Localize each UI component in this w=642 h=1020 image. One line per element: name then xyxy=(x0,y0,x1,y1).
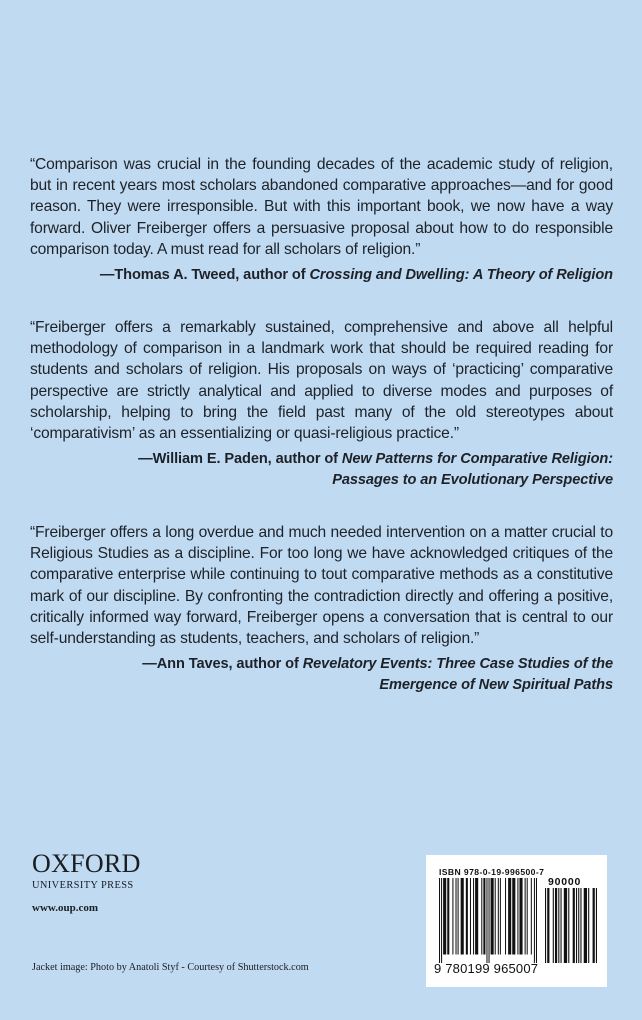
addon-bar xyxy=(560,888,561,963)
ean-digits: 9 780199 965007 xyxy=(434,961,539,976)
ean13-bar xyxy=(458,878,459,955)
attribution-work-title: Crossing and Dwelling: A Theory of Religion xyxy=(309,267,613,284)
attribution-work-title: New Patterns for Comparative Religion: xyxy=(341,451,613,468)
ean13-bar xyxy=(527,878,528,955)
ean13-bar xyxy=(489,878,490,963)
addon-bar xyxy=(584,888,587,963)
publisher-name: OXFORD xyxy=(32,849,141,878)
ean13-bar xyxy=(475,878,478,955)
ean13-bar xyxy=(536,878,537,963)
ean13-bar xyxy=(508,878,511,955)
ean13-bar xyxy=(525,878,526,955)
ean13-bar xyxy=(512,878,515,955)
addon-bar xyxy=(547,888,549,963)
ean13-bar xyxy=(441,878,442,963)
publisher-subtitle: UNIVERSITY PRESS xyxy=(32,880,134,891)
ean13-bar xyxy=(470,878,471,955)
ean13-bar xyxy=(483,878,485,955)
attribution-author: —William E. Paden, author of xyxy=(138,451,342,468)
endorsement-attribution xyxy=(30,654,613,696)
publisher-logo xyxy=(32,851,162,892)
ean13-bar xyxy=(443,878,446,955)
attribution-author: —Thomas A. Tweed, author of xyxy=(99,267,310,284)
ean13-bar xyxy=(491,878,494,955)
endorsement-tweed xyxy=(30,154,613,286)
addon-bar xyxy=(555,888,557,963)
ean13-bar xyxy=(519,878,522,955)
addon-bar xyxy=(568,888,569,963)
ean13-bar xyxy=(473,878,474,955)
attribution-work-title: Revelatory Events: Three Case Studies of the xyxy=(302,656,613,673)
ean13-bar xyxy=(456,878,457,955)
addon-bar xyxy=(545,888,546,963)
addon-bar xyxy=(588,888,589,963)
addon-bar xyxy=(558,888,559,963)
attribution-author: —Ann Taves, author of xyxy=(142,656,303,673)
publisher-website: www.oup.com xyxy=(32,902,99,914)
addon-bar xyxy=(578,888,579,963)
endorsement-attribution xyxy=(30,265,613,286)
ean13-bar xyxy=(505,878,506,955)
endorsement-attribution xyxy=(30,449,613,491)
endorsement-taves xyxy=(30,522,613,697)
addon-bar xyxy=(580,888,581,963)
price-addon-code: 90000 xyxy=(548,876,582,888)
ean13-barcode xyxy=(439,878,537,963)
ean13-bar xyxy=(498,878,499,955)
addon-bar xyxy=(573,888,575,963)
ean13-bar xyxy=(439,878,440,963)
ean13-bar xyxy=(486,878,487,963)
endorsement-quote: “Freiberger offers a long overdue and much needed intervention on a matter crucial to Religious Studies as a discipline. For too long we have acknowledged critiques of the comparative enterprise while continuing to tout comparative methods as a constitutive mark of our discipline. By confronting the contradiction directly and offering a positive, critically informed way forward, Freiberger opens a conversation that is central to our self-understanding as students, teachers, and scholars of religion.” xyxy=(30,524,613,648)
ean13-bar xyxy=(481,878,482,955)
addon-bar xyxy=(596,888,597,963)
endorsement-paden xyxy=(30,317,613,492)
addon-bar xyxy=(564,888,567,963)
ean13-bar xyxy=(461,878,464,955)
endorsement-quote: “Freiberger offers a remarkably sustained, comprehensive and above all helpful methodology of comparison in a landmark work that should be required reading for students and scholars of religion. His proposals on ways of ‘practicing’ comparative perspective are strictly analytical and applied to diverse modes and purposes of scholarship, helping to bring the field past many of the old stereotypes about ‘comparativism’ as an essentializing or quasi-religious practice.” xyxy=(30,319,613,443)
addon-bar xyxy=(553,888,554,963)
isbn-barcode-panel xyxy=(426,855,607,987)
ean13-bar xyxy=(500,878,501,955)
addon-bar xyxy=(593,888,595,963)
addon-barcode xyxy=(545,888,597,963)
addon-bar xyxy=(576,888,577,963)
ean13-bar xyxy=(534,878,535,963)
attribution-work-subtitle: Passages to an Evolutionary Perspective xyxy=(332,472,613,489)
ean13-bar xyxy=(531,878,532,955)
attribution-work-subtitle: Emergence of New Spiritual Paths xyxy=(379,677,613,694)
ean13-bar xyxy=(452,878,453,955)
isbn-label: ISBN 978-0-19-996500-7 xyxy=(439,867,545,877)
ean13-bar xyxy=(466,878,468,955)
ean13-bar xyxy=(447,878,449,955)
ean13-bar xyxy=(495,878,496,955)
ean13-bar xyxy=(517,878,518,955)
jacket-image-credit: Jacket image: Photo by Anatoli Styf - Courtesy of Shutterstock.com xyxy=(32,962,309,973)
endorsement-quote: “Comparison was crucial in the founding decades of the academic study of religion, but in recent years most scholars abandoned comparative approaches—and for good reason. They were irresponsible. But with this important book, we now have a way forward. Oliver Freiberger offers a persuasive proposal about how to do responsible comparison today. A must read for all scholars of religion.” xyxy=(30,156,613,258)
